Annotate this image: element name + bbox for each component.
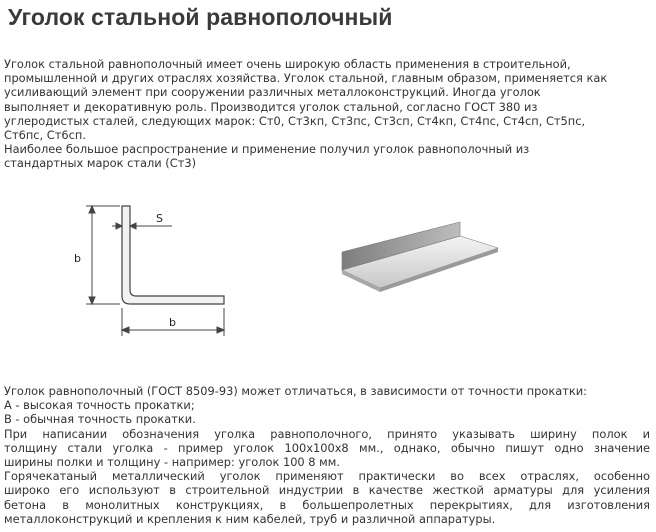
page-title: Уголок стальной равнополочный — [8, 4, 393, 30]
text-line: металлоконструкций и крепления к ним кабелей, труб и различной аппаратуры. — [4, 511, 496, 526]
text-line: Наиболее большое распространение и применение получил уголок равнополочный из — [4, 142, 530, 157]
text-line: Горячекатаный металлический уголок применяют практически во всех отраслях, особенно — [4, 469, 650, 484]
text-line: углеродистых сталей, следующих марок: Ст0, Ст3кп, Ст3пс, Ст3сп, Ст4кп, Ст4пс, Ст4сп, Ст5пс, — [4, 113, 586, 128]
text-line: При написании обозначения уголка равнополочного, принято указывать ширину полок и — [4, 426, 650, 441]
thickness-label: S — [156, 212, 163, 225]
height-label: b — [74, 252, 81, 265]
text-line: А - высокая точность прокатки; — [4, 398, 195, 413]
angle-profile-drawing — [72, 196, 232, 346]
text-line: бетона в монолитных конструкциях, в большепролетных перекрытиях, для изготовления — [4, 497, 650, 512]
thickness-dimension — [112, 223, 172, 229]
text-line: Ст6пс, Ст6сп. — [4, 128, 86, 143]
height-dimension — [86, 206, 120, 304]
text-line: стандартных марок стали (Ст3) — [4, 156, 197, 171]
angle-profile-shape — [122, 206, 224, 304]
width-label: b — [169, 316, 176, 329]
text-line: толщину стали уголка - пример уголок 100х100х8 мм., однако, обычно пишут одно значение — [4, 440, 650, 455]
text-line: выполняет и декоративную роль. Производится уголок стальной, согласно ГОСТ 380 из — [4, 99, 538, 114]
intro-paragraph — [4, 57, 650, 171]
text-line: усиливающий элемент при сооружении различных металлоконструкций. Иногда уголок — [4, 85, 541, 100]
lower-paragraph — [4, 384, 650, 526]
text-line: широко его используют в строительной индустрии в качестве жесткой арматуры для усиления — [4, 483, 650, 498]
text-line: ширины полки и толщину - например: уголок 100 8 мм. — [4, 455, 340, 470]
text-line: промышленной и других отраслях хозяйства. Уголок стальной, главным образом, применяется как — [4, 71, 608, 86]
text-line: В - обычная точность прокатки. — [4, 412, 196, 427]
steel-angle-bar-photo — [340, 218, 500, 308]
text-line: Уголок равнополочный (ГОСТ 8509-93) может отличаться, в зависимости от точности прокатки: — [4, 384, 587, 398]
text-line: Уголок стальной равнополочный имеет очень широкую область применения в строительной, — [4, 57, 571, 71]
